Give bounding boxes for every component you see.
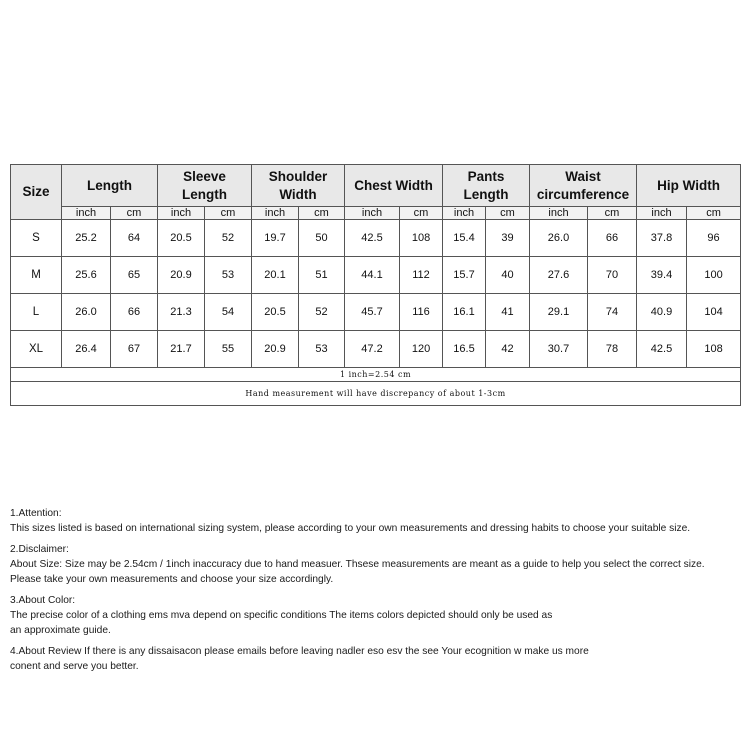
unit-cell: cm	[205, 207, 252, 220]
table-cell: 15.7	[443, 257, 486, 294]
color-note	[10, 593, 745, 638]
table-cell: 27.6	[530, 257, 588, 294]
table-cell: 20.9	[252, 331, 299, 368]
table-cell: 52	[205, 220, 252, 257]
table-cell: 74	[588, 294, 637, 331]
table-cell: 44.1	[345, 257, 400, 294]
table-cell: 16.1	[443, 294, 486, 331]
table-cell: 26.0	[530, 220, 588, 257]
note-heading: 1.Attention:	[10, 508, 62, 519]
table-cell: 42.5	[637, 331, 687, 368]
table-cell: 30.7	[530, 331, 588, 368]
shoulder-width-header: Shoulder Width	[252, 165, 345, 207]
unit-cell: cm	[486, 207, 530, 220]
unit-cell: cm	[111, 207, 158, 220]
size-cell: S	[11, 220, 62, 257]
table-cell: 51	[299, 257, 345, 294]
unit-cell: inch	[637, 207, 687, 220]
note-heading: 4.About Review If there is any dissaisacon please emails before leaving nadler eso esv the see Your ecognition w make us more	[10, 646, 589, 657]
table-cell: 116	[400, 294, 443, 331]
size-cell: M	[11, 257, 62, 294]
measurement-note: Hand measurement will have discrepancy of about 1-3cm	[11, 382, 741, 406]
unit-cell: inch	[530, 207, 588, 220]
unit-cell: inch	[252, 207, 299, 220]
table-cell: 120	[400, 331, 443, 368]
table-cell: 53	[205, 257, 252, 294]
table-cell: 108	[400, 220, 443, 257]
unit-cell: cm	[687, 207, 741, 220]
table-cell: 29.1	[530, 294, 588, 331]
table-cell: 52	[299, 294, 345, 331]
table-cell: 20.9	[158, 257, 205, 294]
table-cell: 37.8	[637, 220, 687, 257]
table-cell: 16.5	[443, 331, 486, 368]
table-cell: 26.0	[62, 294, 111, 331]
units-row	[11, 207, 741, 220]
note-text: This sizes listed is based on international sizing system, please according to your own measurements and dressing habits to choose your suitable size.	[10, 523, 691, 534]
table-cell: 64	[111, 220, 158, 257]
table-cell: 39	[486, 220, 530, 257]
hip-width-header: Hip Width	[637, 165, 741, 207]
size-notes	[10, 506, 745, 680]
note-heading: 3.About Color:	[10, 595, 76, 606]
chest-width-header: Chest Width	[345, 165, 443, 207]
table-cell: 54	[205, 294, 252, 331]
table-cell: 20.1	[252, 257, 299, 294]
conversion-note: 1 inch=2.54 cm	[11, 368, 741, 382]
table-cell: 96	[687, 220, 741, 257]
size-cell: XL	[11, 331, 62, 368]
waist-circumference-header: Waist circumference	[530, 165, 637, 207]
table-cell: 40	[486, 257, 530, 294]
table-cell: 45.7	[345, 294, 400, 331]
size-chart-table	[10, 164, 741, 406]
table-cell: 21.7	[158, 331, 205, 368]
table-cell: 47.2	[345, 331, 400, 368]
note-text: conent and serve you better.	[10, 661, 139, 672]
table-cell: 66	[111, 294, 158, 331]
table-cell: 50	[299, 220, 345, 257]
table-cell: 53	[299, 331, 345, 368]
note-text: an approximate guide.	[10, 625, 111, 636]
table-cell: 42	[486, 331, 530, 368]
table-cell: 40.9	[637, 294, 687, 331]
table-row-l	[11, 294, 741, 331]
table-row-xl	[11, 331, 741, 368]
size-header: Size	[11, 165, 62, 220]
table-cell: 70	[588, 257, 637, 294]
table-cell: 20.5	[158, 220, 205, 257]
table-cell: 112	[400, 257, 443, 294]
table-row-s	[11, 220, 741, 257]
conversion-note-row	[11, 368, 741, 382]
table-cell: 20.5	[252, 294, 299, 331]
unit-cell: cm	[400, 207, 443, 220]
disclaimer-note	[10, 542, 745, 587]
table-cell: 21.3	[158, 294, 205, 331]
unit-cell: inch	[443, 207, 486, 220]
table-cell: 78	[588, 331, 637, 368]
table-cell: 15.4	[443, 220, 486, 257]
table-cell: 67	[111, 331, 158, 368]
table-cell: 42.5	[345, 220, 400, 257]
measurement-note-row	[11, 382, 741, 406]
review-note	[10, 644, 745, 674]
table-cell: 26.4	[62, 331, 111, 368]
sleeve-length-header: Sleeve Length	[158, 165, 252, 207]
table-cell: 55	[205, 331, 252, 368]
note-heading: 2.Disclaimer:	[10, 544, 69, 555]
table-cell: 41	[486, 294, 530, 331]
size-cell: L	[11, 294, 62, 331]
note-text: About Size: Size may be 2.54cm / 1inch inaccuracy due to hand measuer. Thsese measurements are meant as a guide to help you select the correct size.	[10, 559, 705, 570]
table-cell: 25.6	[62, 257, 111, 294]
length-header: Length	[62, 165, 158, 207]
table-cell: 100	[687, 257, 741, 294]
note-text: Please take your own measurements and choose your size accordingly.	[10, 574, 334, 585]
unit-cell: cm	[588, 207, 637, 220]
note-text: The precise color of a clothing ems mva depend on specific conditions The items colors depicted should only be used as	[10, 610, 553, 621]
table-cell: 108	[687, 331, 741, 368]
attention-note	[10, 506, 745, 536]
table-cell: 104	[687, 294, 741, 331]
header-row	[11, 165, 741, 207]
table-cell: 25.2	[62, 220, 111, 257]
unit-cell: inch	[158, 207, 205, 220]
table-row-m	[11, 257, 741, 294]
unit-cell: cm	[299, 207, 345, 220]
table-cell: 66	[588, 220, 637, 257]
pants-length-header: Pants Length	[443, 165, 530, 207]
table-cell: 65	[111, 257, 158, 294]
table-cell: 19.7	[252, 220, 299, 257]
unit-cell: inch	[345, 207, 400, 220]
unit-cell: inch	[62, 207, 111, 220]
table-cell: 39.4	[637, 257, 687, 294]
